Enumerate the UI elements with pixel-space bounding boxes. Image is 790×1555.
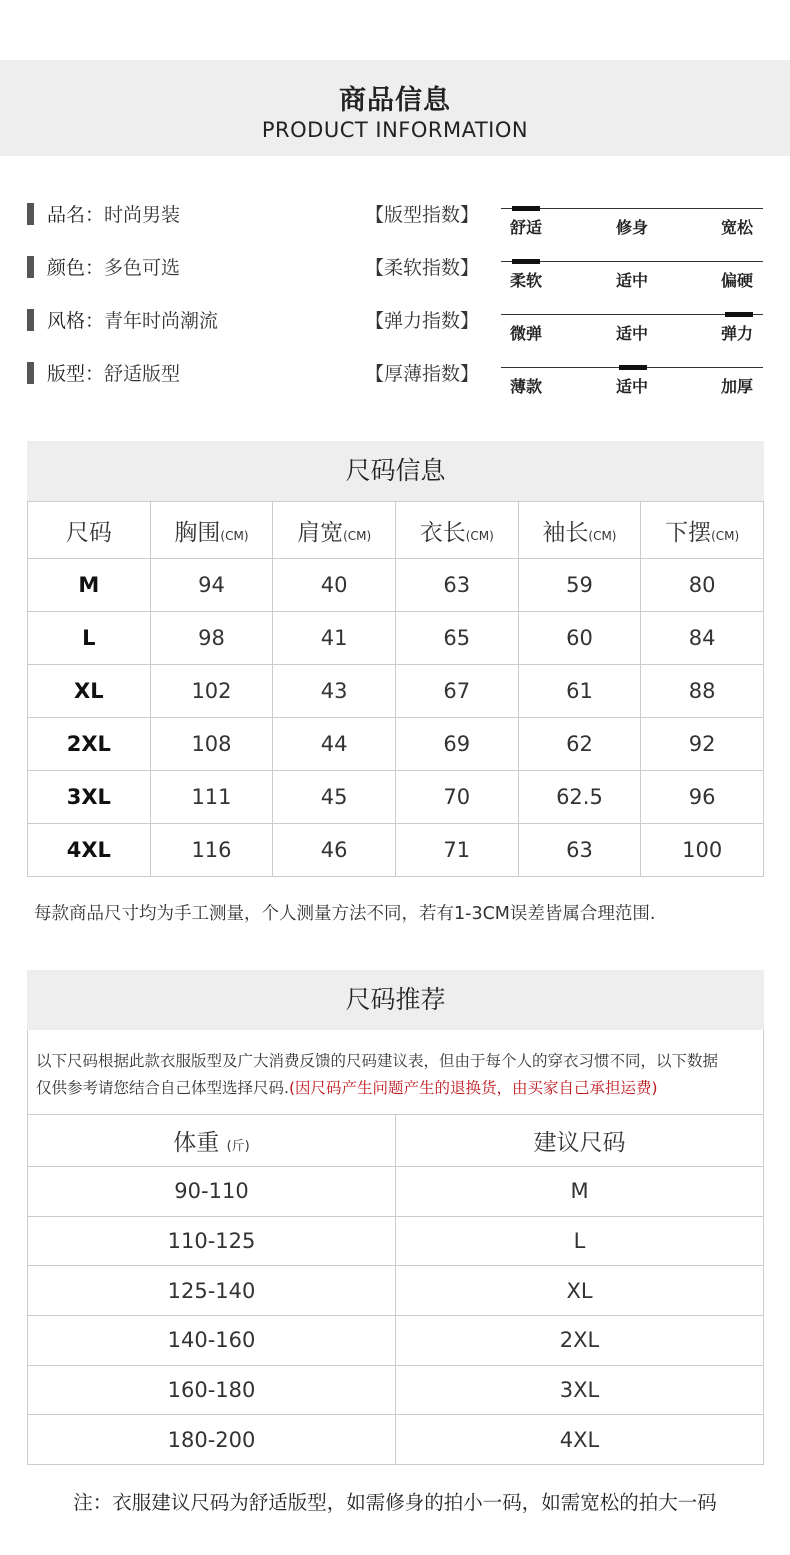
table-cell: 67 [395,665,518,718]
attribute-value: 舒适版型 [104,363,181,385]
column-header: 袖长(CM) [518,502,641,559]
table-cell: 102 [150,665,273,718]
table-cell: 125-140 [28,1266,396,1316]
table-cell: M [396,1167,764,1217]
header-title-en: PRODUCT INFORMATION [261,118,529,142]
product-info-header [0,60,790,156]
table-cell: 2XL [396,1316,764,1366]
table-cell: 140-160 [28,1316,396,1366]
table-row [28,1266,764,1316]
bullet-bar [27,256,34,278]
table-cell: 94 [150,559,273,612]
scale-marker [725,312,753,317]
attribute-value: 青年时尚潮流 [104,310,219,332]
table-cell: 4XL [28,824,151,877]
scale-marker [512,259,540,264]
attribute-value: 时尚男装 [104,204,181,226]
scale-marker [512,206,540,211]
table-cell: 4XL [396,1415,764,1465]
table-row [28,1167,764,1217]
recommend-desc-line2: 仅供参考请您结合自己体型选择尺码. [36,1079,289,1097]
index-scale [501,206,763,242]
table-cell: 59 [518,559,641,612]
table-cell: 100 [641,824,764,877]
table-cell: 108 [150,718,273,771]
column-header: 肩宽(CM) [273,502,396,559]
index-scale [501,312,763,348]
table-cell: 96 [641,771,764,824]
column-header: 体重 (斤) [28,1115,396,1167]
table-cell: 44 [273,718,396,771]
table-cell: 46 [273,824,396,877]
scale-label-high: 加厚 [721,377,754,396]
table-cell: 80 [641,559,764,612]
table-cell: 84 [641,612,764,665]
table-cell: 71 [395,824,518,877]
table-cell: 116 [150,824,273,877]
table-header-row [28,502,764,559]
column-header: 下摆(CM) [641,502,764,559]
return-policy-warning: (因尺码产生问题产生的退换货，由买家自己承担运费) [288,1079,658,1097]
scale-label-high: 偏硬 [721,271,754,290]
scale-line [501,261,763,262]
table-cell: 2XL [28,718,151,771]
scale-label-mid: 适中 [616,377,649,396]
table-cell: 88 [641,665,764,718]
scale-label-mid: 修身 [616,218,649,237]
table-cell: XL [396,1266,764,1316]
table-cell: M [28,559,151,612]
recommend-table [27,1114,764,1465]
table-cell: 69 [395,718,518,771]
table-cell: 61 [518,665,641,718]
attribute-key: 颜色： [47,257,105,279]
table-cell: 111 [150,771,273,824]
scale-line [501,208,763,209]
attribute-key: 品名： [47,204,105,226]
table-row [28,665,764,718]
bullet-bar [27,309,34,331]
index-label: 【弹力指数】 [365,310,480,332]
index-label: 【版型指数】 [365,204,480,226]
index-label: 【柔软指数】 [365,257,480,279]
table-cell: XL [28,665,151,718]
size-recommend-title: 尺码推荐 [27,970,764,1030]
table-cell: 45 [273,771,396,824]
scale-label-low: 微弹 [510,324,543,343]
index-scale [501,365,763,401]
bullet-bar [27,362,34,384]
attribute-value: 多色可选 [104,257,181,279]
header-title-cn: 商品信息 [339,85,451,116]
scale-label-mid: 适中 [616,324,649,343]
table-row [28,771,764,824]
table-cell: 62.5 [518,771,641,824]
recommend-desc-line1: 以下尺码根据此款衣服版型及广大消费反馈的尺码建议表，但由于每个人的穿衣习惯不同，以下数据 [36,1052,719,1070]
column-header: 胸围(CM) [150,502,273,559]
scale-label-high: 宽松 [721,218,754,237]
table-cell: 110-125 [28,1216,396,1266]
table-cell: 70 [395,771,518,824]
table-row [28,718,764,771]
scale-label-high: 弹力 [721,324,754,343]
size-info-title: 尺码信息 [27,441,764,501]
table-cell: 60 [518,612,641,665]
table-cell: 65 [395,612,518,665]
table-row [28,1415,764,1465]
scale-line [501,314,763,315]
table-cell: 63 [518,824,641,877]
size-table [27,501,764,877]
table-cell: L [28,612,151,665]
table-row [28,1316,764,1366]
table-cell: 3XL [28,771,151,824]
table-cell: L [396,1216,764,1266]
column-header: 衣长(CM) [395,502,518,559]
bullet-bar [27,203,34,225]
table-row [28,1216,764,1266]
table-cell: 3XL [396,1365,764,1415]
measurement-note: 每款商品尺寸均为手工测量，个人测量方法不同，若有1-3CM误差皆属合理范围. [34,904,656,924]
table-cell: 160-180 [28,1365,396,1415]
attribute-key: 版型： [47,363,105,385]
table-cell: 40 [273,559,396,612]
table-cell: 63 [395,559,518,612]
scale-label-low: 柔软 [510,271,543,290]
recommend-description [27,1030,764,1114]
table-cell: 92 [641,718,764,771]
table-row [28,612,764,665]
table-cell: 41 [273,612,396,665]
scale-label-low: 薄款 [510,377,543,396]
table-cell: 98 [150,612,273,665]
scale-label-low: 舒适 [510,218,543,237]
table-row [28,559,764,612]
column-header: 尺码 [28,502,151,559]
table-cell: 180-200 [28,1415,396,1465]
scale-marker [619,365,647,370]
table-row [28,1365,764,1415]
index-scale [501,259,763,295]
table-cell: 62 [518,718,641,771]
index-label: 【厚薄指数】 [365,363,480,385]
column-header: 建议尺码 [396,1115,764,1167]
table-header-row [28,1115,764,1167]
table-cell: 43 [273,665,396,718]
scale-label-mid: 适中 [616,271,649,290]
attribute-key: 风格： [47,310,105,332]
table-cell: 90-110 [28,1167,396,1217]
fit-note: 注：衣服建议尺码为舒适版型，如需修身的拍小一码，如需宽松的拍大一码 [73,1491,717,1514]
table-row [28,824,764,877]
